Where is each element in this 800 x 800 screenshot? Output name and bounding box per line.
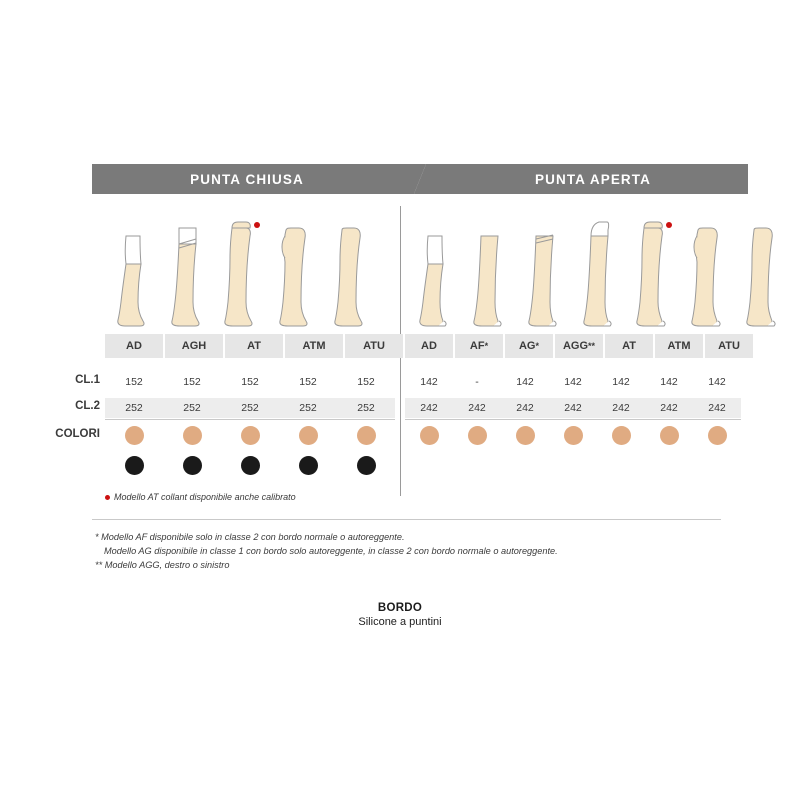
model-label-text: AF [469,340,485,352]
color-dot-af-open-beige [453,422,501,448]
model-label-af-open [455,334,505,358]
leg-figure-at-closed [216,206,271,334]
color-dot-at-closed-beige [221,422,279,448]
leg-figure-atm-open [683,206,738,334]
cell-cl1-ag-open: 142 [516,376,534,388]
cell-cl1-ad-closed: 152 [125,376,143,388]
model-label-star: * [484,341,489,351]
cell-cl2-atu-open: 242 [708,402,726,414]
banner-punta-aperta: PUNTA APERTA [438,164,748,194]
color-dot-ad-closed-beige [105,422,163,448]
color-dot-agh-closed-beige [163,422,221,448]
color-dot-atm-open-beige [645,422,693,448]
banner-punta-chiusa: PUNTA CHIUSA [92,164,402,194]
cell-cl2-ad-open: 242 [420,402,438,414]
model-label-text: ATM [667,340,691,352]
colori-row-beige-closed [105,422,395,448]
cell-cl2-atm-closed: 252 [299,402,317,414]
leg-figure-at-open [628,206,683,334]
color-dot-at-closed-black [221,452,279,478]
banner-divider [402,164,438,194]
caption-subtitle: Silicone a puntini [358,616,442,628]
red-marker-dot [666,222,672,228]
cell-cl1-agh-closed: 152 [183,376,201,388]
leg-illustrations [92,206,748,334]
cell-cl2-atu-closed: 252 [357,402,375,414]
leg-figure-ag-open [518,206,573,334]
bordo-caption [0,602,800,628]
leg-figure-ad-open [408,206,463,334]
model-label-agg-open [555,334,605,358]
cell-cl2-at-closed: 252 [241,402,259,414]
model-label-text: AGH [181,340,207,352]
model-label-at-open [605,334,655,358]
row-cl2-punta-chiusa [105,398,395,418]
note-at-collant [105,492,296,502]
model-label-text: AD [126,340,142,352]
color-dot-atm-closed-black [279,452,337,478]
cell-cl1-at-open: 142 [612,376,630,388]
model-label-atm-closed [285,334,345,358]
leg-figure-ad-closed [106,206,161,334]
cell-cl2-ad-closed: 252 [125,402,143,414]
leg-figure-agg-open [573,206,628,334]
cell-cl1-atm-open: 142 [660,376,678,388]
model-label-text: ATM [302,340,326,352]
color-dot-agg-open-beige [549,422,597,448]
model-label-star: ** [588,341,596,351]
model-label-text: AGG [562,340,589,352]
footnote-ag: Modello AG disponibile in classe 1 con bordo solo autoreggente, in classe 2 con bordo normale o autoreggente. [104,546,558,556]
model-label-ad-open [405,334,455,358]
row-cl1-punta-chiusa [105,372,395,392]
model-label-ag-open [505,334,555,358]
footnote-agg: ** Modello AGG, destro o sinistro [95,560,230,570]
color-dot-agh-closed-black [163,452,221,478]
cell-cl2-ag-open: 242 [516,402,534,414]
cell-cl1-af-open: - [475,376,479,388]
model-label-atu-open [705,334,753,358]
model-label-text: AG [518,340,536,352]
note-at-collant-text: Modello AT collant disponibile anche calibrato [114,492,296,502]
leg-group-punta-chiusa [106,206,381,334]
section-banner [92,164,748,194]
model-label-text: AD [421,340,437,352]
model-label-atu-closed [345,334,403,358]
leg-figure-af-open [463,206,518,334]
cell-cl1-at-closed: 152 [241,376,259,388]
cell-cl2-at-open: 242 [612,402,630,414]
model-label-atm-open [655,334,705,358]
footnote-af: * Modello AF disponibile solo in classe 2 con bordo normale o autoreggente. [95,532,405,542]
row-label-colori: COLORI [55,428,100,440]
row-label-cl1: CL.1 [75,374,100,386]
cell-cl1-atm-closed: 152 [299,376,317,388]
row-separator-right [405,419,741,420]
row-cl1-punta-aperta [405,372,741,392]
model-label-ad-closed [105,334,165,358]
cell-cl2-atm-open: 242 [660,402,678,414]
color-dot-at-open-beige [597,422,645,448]
cell-cl1-atu-closed: 152 [357,376,375,388]
cell-cl2-af-open: 242 [468,402,486,414]
color-dot-atm-closed-beige [279,422,337,448]
color-dot-atu-closed-black [337,452,395,478]
color-dot-atu-closed-beige [337,422,395,448]
leg-figure-atu-closed [326,206,381,334]
leg-figure-agh-closed [161,206,216,334]
cell-cl2-agg-open: 242 [564,402,582,414]
model-labels-punta-chiusa [105,334,403,358]
caption-title: BORDO [377,602,423,614]
colori-row-black-closed [105,452,395,478]
red-bullet-icon [105,495,110,500]
model-labels-punta-aperta [405,334,753,358]
model-label-text: ATU [363,340,385,352]
model-label-text: ATU [718,340,740,352]
color-dot-ag-open-beige [501,422,549,448]
cell-cl1-agg-open: 142 [564,376,582,388]
row-label-cl2: CL.2 [75,400,100,412]
model-label-star: * [535,341,539,351]
color-dot-ad-open-beige [405,422,453,448]
leg-figure-atm-closed [271,206,326,334]
model-label-text: AT [622,340,636,352]
footnotes [95,530,735,572]
model-label-agh-closed [165,334,225,358]
row-cl2-punta-aperta [405,398,741,418]
cell-cl2-agh-closed: 252 [183,402,201,414]
model-label-text: AT [247,340,261,352]
cell-cl1-ad-open: 142 [420,376,438,388]
row-separator-left [105,419,395,420]
leg-group-punta-aperta [408,206,793,334]
leg-figure-atu-open [738,206,793,334]
color-dot-ad-closed-black [105,452,163,478]
footnotes-rule [92,519,721,520]
color-dot-atu-open-beige [693,422,741,448]
red-marker-dot [254,222,260,228]
cell-cl1-atu-open: 142 [708,376,726,388]
model-label-at-closed [225,334,285,358]
colori-row-beige-open [405,422,741,448]
